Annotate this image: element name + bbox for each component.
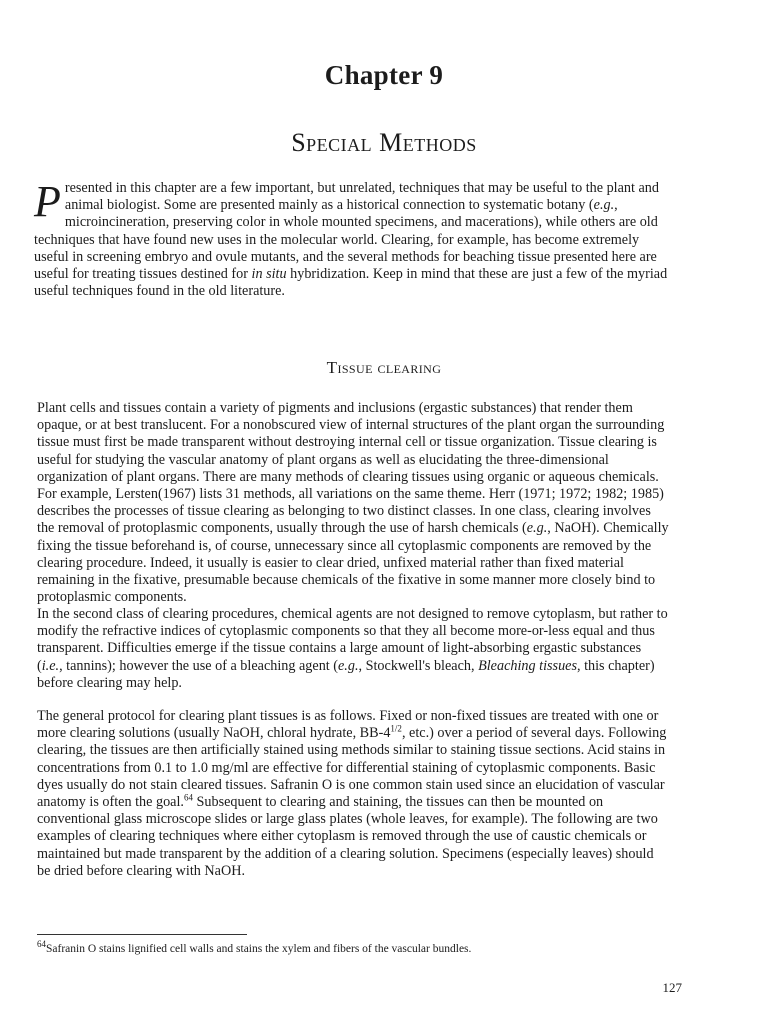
paragraph-1 (37, 400, 669, 606)
superscript-fraction: 1/2 (390, 723, 402, 734)
paragraph-text: Subsequent to clearing and staining, the tissues can then be mounted on conventional glass microscope slides or large glass plates (whole leaves, for example). The following are two examples of clearing techniques where either cytoplasm is removed through the use of caustic chemicals or maintained but made transparent by the addition of a clearing solution. Specimens (especially leaves) should be dried before clearing with NaOH. (37, 794, 658, 879)
drop-cap: P (34, 177, 61, 226)
paragraph-text: In the second class of clearing procedures, chemical agents are not designed to remove cytoplasm, but rather to modify the refractive indices of cytoplasmic components so that they all become more-or-less equal and thus transparent. Difficulties emerge if the tissue contains a large amount of light-absorbing ergastic substances ( (37, 606, 668, 674)
intro-paragraph (34, 177, 674, 300)
chapter-title: Special Methods (291, 128, 477, 157)
paragraph-text: , etc.) over a period of several days. Following clearing, the tissues are then artificially stained using methods similar to staining tissue sections. Acid stains in concentrations from 0.1 to 1.0 mg/ml are effective for differential staining of cytoplasmic components. Basic dyes usually do not stain cleared tissues. Safranin O is one common stain used since an elucidation of vascular anatomy is often the goal. (37, 725, 667, 811)
paragraph-2 (37, 606, 669, 692)
bleaching-tissues-reference: Bleaching tissues (478, 657, 577, 674)
footnote-reference: 64 (183, 792, 193, 803)
intro-text: hybridization. Keep in mind that these are just a few of the myriad useful techniques found in the old literature. (34, 266, 668, 300)
chapter-heading: Chapter 9 (324, 60, 444, 90)
footnote-divider (37, 934, 247, 935)
paragraph-3 (37, 708, 669, 880)
section-heading: Tissue clearing (326, 358, 442, 377)
intro-in-situ: in situ (251, 266, 287, 283)
footnote (37, 939, 677, 956)
paragraph-text: , Stockwell's bleach, (358, 657, 479, 674)
footnote-text: Safranin O stains lignified cell walls and stains the xylem and fibers of the vascular bundles. (46, 943, 472, 955)
paragraph-text: , this chapter) before clearing may help. (37, 657, 655, 691)
paragraph-text: , NaOH). Chemically fixing the tissue beforehand is, of course, unnecessary since all cytoplasmic components are removed by the clearing procedure. Indeed, it usually is easier to clear dried, unfixed material rather than fixed material remaining in the fixative, presumable because chemicals of the fixative in some manner more closely bind to protoplasmic components. (37, 520, 669, 606)
paragraph-ie: i.e. (41, 657, 60, 674)
footnote-marker: 64 (37, 939, 46, 950)
paragraph-text: The general protocol for clearing plant tissues is as follows. Fixed or non-fixed tissues are treated with one or more clearing solutions (usually NaOH, chloral hydrate, BB-4 (37, 708, 659, 742)
intro-text: resented in this chapter are a few important, but unrelated, techniques that may be useful to the plant and animal biologist. Some are presented mainly as a historical connection to systematic botany ( (64, 180, 659, 214)
paragraph-eg: e.g. (526, 520, 548, 537)
page-number: 127 (662, 980, 682, 995)
intro-eg: e.g. (593, 197, 615, 214)
paragraph-eg: e.g. (338, 657, 359, 674)
paragraph-text: , tannins); however the use of a bleaching agent ( (59, 657, 338, 674)
intro-text: , microincineration, preserving color in whole mounted specimens, and macerations), while others are old techniques that have found new uses in the molecular world. Clearing, for example, has become extremely useful in screening embryo and ovule mutants, and the several methods for beaching tissue presented here are useful for treating tissues destined for (34, 197, 658, 283)
paragraph-text: Plant cells and tissues contain a variety of pigments and inclusions (ergastic substances) that render them opaque, or at best translucent. For a nonobscured view of internal structures of the plant organ the surrounding tissue must first be made transparent without destroying internal cell or tissue organization. Tissue clearing is useful for studying the vascular anatomy of plant organs as well as elucidating the three-dimensional organization of plant organs. There are many methods of clearing tissues using organic or aqueous chemicals. For example, Lersten(1967) lists 31 methods, all variations on the same theme. Herr (1971; 1972; 1982; 1985) describes the processes of tissue clearing as belonging to two distinct classes. In one class, clearing involves the removal of protoplasmic components, usually through the use of harsh chemicals ( (37, 400, 665, 537)
